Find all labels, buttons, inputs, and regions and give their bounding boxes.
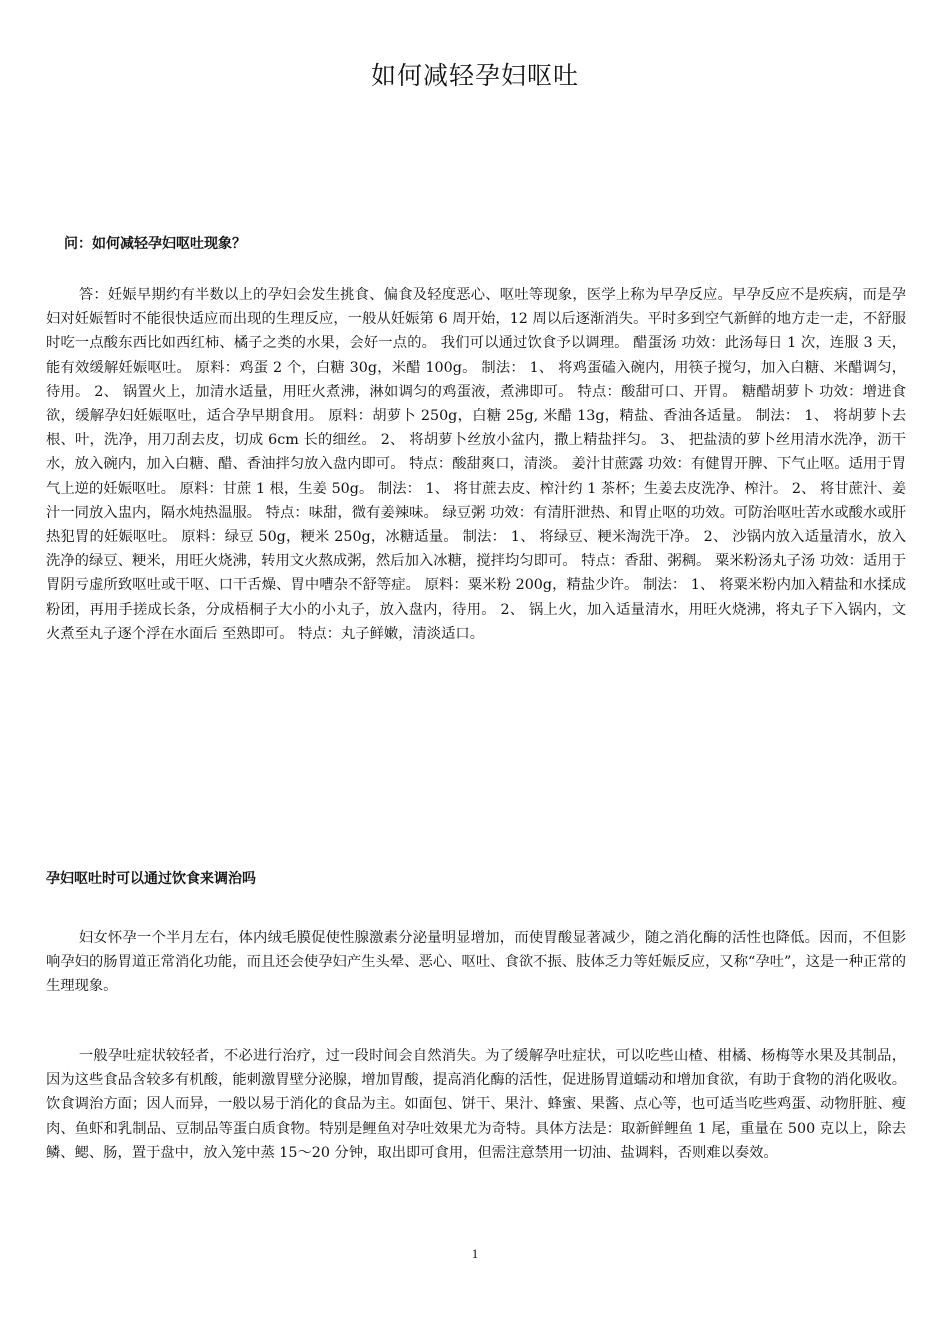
diet-paragraph-1: 妇女怀孕一个半月左右，体内绒毛膜促使性腺激素分泌量明显增加，而使胃酸显著减少，随之消化酶的活性也降低。因而，不但影响孕妇的肠胃道正常消化功能，而且还会使孕妇产生头晕、恶心、呕吐、食欲不振、肢体乏力等妊娠反应，又称“孕吐”，这是一种正常的生理现象。 bbox=[46, 930, 906, 995]
document-title: 如何减轻孕妇呕吐 bbox=[370, 61, 579, 90]
section-heading-question: 问：如何减轻孕妇呕吐现象？ bbox=[64, 236, 246, 252]
page-number: 1 bbox=[471, 1246, 479, 1261]
section-heading-diet: 孕妇呕吐时可以通过饮食来调治吗 bbox=[46, 871, 256, 887]
answer-paragraph: 答：妊娠早期约有半数以上的孕妇会发生挑食、偏食及轻度恶心、呕吐等现象，医学上称为早孕反应。早孕反应不是疾病，而是孕妇对妊娠暂时不能很快适应而出现的生理反应，一般从妊娠第 6 周开始，12 周以后逐渐消失。平时多到空气新鲜的地方走一走，不舒服时吃一点酸东西比如西红柿、橘子之类的水果，会好一点的。 我们可以通过饮食予以调理。 醋蛋汤 功效：此汤每日 1 次，连服 3 天，能有效缓解妊娠呕吐。 原料：鸡蛋 2 个，白糖 30g，米醋 100g。 制法： 1、 将鸡蛋磕入碗内，用筷子搅匀，加入白糖、米醋调匀，待用。 2、 锅置火上，加清水适量，用旺火煮沸，淋如调匀的鸡蛋液，煮沸即可。 特点：酸甜可口、开胃。 糖醋胡萝卜 功效：增进食欲，缓解孕妇妊娠呕吐，适合孕早期食用。 原料：胡萝卜 250g，白糖 25g, 米醋 13g，精盐、香油各适量。 制法： 1、 将胡萝卜去根、叶，洗净，用刀刮去皮，切成 6cm 长的细丝。 2、 将胡萝卜丝放小盆内，撒上精盐拌匀。 3、 把盐渍的萝卜丝用清水洗净，沥干水，放入碗内，加入白糖、醋、香油拌匀放入盘内即可。 特点：酸甜爽口，清淡。 姜汁甘蔗露 功效：有健胃开脾、下气止呕。适用于胃气上逆的妊娠呕吐。 原料：甘蔗 1 根，生姜 50g。 制法： 1、 将甘蔗去皮、榨汁约 1 茶杯；生姜去皮洗净、榨汁。 2、 将甘蔗汁、姜汁一同放入盅内，隔水炖热温服。 特点：味甜，微有姜辣味。 绿豆粥 功效：有清肝泄热、和胃止呕的功效。可防治呕吐苦水或酸水或肝热犯胃的妊娠呕吐。 原料：绿豆 50g，粳米 250g，冰糖适量。 制法： 1、 将绿豆、粳米淘洗干净。 2、 沙锅内放入适量清水，放入洗净的绿豆、粳米，用旺火烧沸，转用文火熬成粥，然后加入冰糖，搅拌均匀即可。 特点：香甜、粥稠。 粟米粉汤丸子汤 功效：适用于胃阴亏虚所致呕吐或干呕、口干舌燥、胃中嘈杂不舒等症。 原料：粟米粉 200g，精盐少许。 制法： 1、 将粟米粉内加入精盐和水揉成粉团，再用手搓成长条，分成梧桐子大小的小丸子，放入盘内，待用。 2、 锅上火，加入适量清水，用旺火烧沸，将丸子下入锅内，文火煮至丸子逐个浮在水面后 至熟即可。 特点：丸子鲜嫩，清淡适口。 bbox=[46, 287, 906, 642]
diet-paragraph-2: 一般孕吐症状较轻者，不必进行治疗，过一段时间会自然消失。为了缓解孕吐症状，可以吃些山楂、柑橘、杨梅等水果及其制品，因为这些食品含较多有机酸，能刺激胃壁分泌腺，增加胃酸，提高消化酶的活性，促进肠胃道蠕动和增加食欲，有助于食物的消化吸收。饮食调治方面；因人而异，一般以易于消化的食品为主。如面包、饼干、果汁、蜂蜜、果酱、点心等，也可适当吃些鸡蛋、动物肝脏、瘦肉、鱼虾和乳制品、豆制品等蛋白质食物。特别是鲤鱼对孕吐效果尤为奇特。具体方法是：取新鲜鲤鱼 1 尾，重量在 500 克以上，除去鳞、鳃、肠，置于盘中，放入笼中蒸 15～20 分钟，取出即可食用，但需注意禁用一切油、盐调料，否则难以奏效。 bbox=[46, 1048, 906, 1161]
